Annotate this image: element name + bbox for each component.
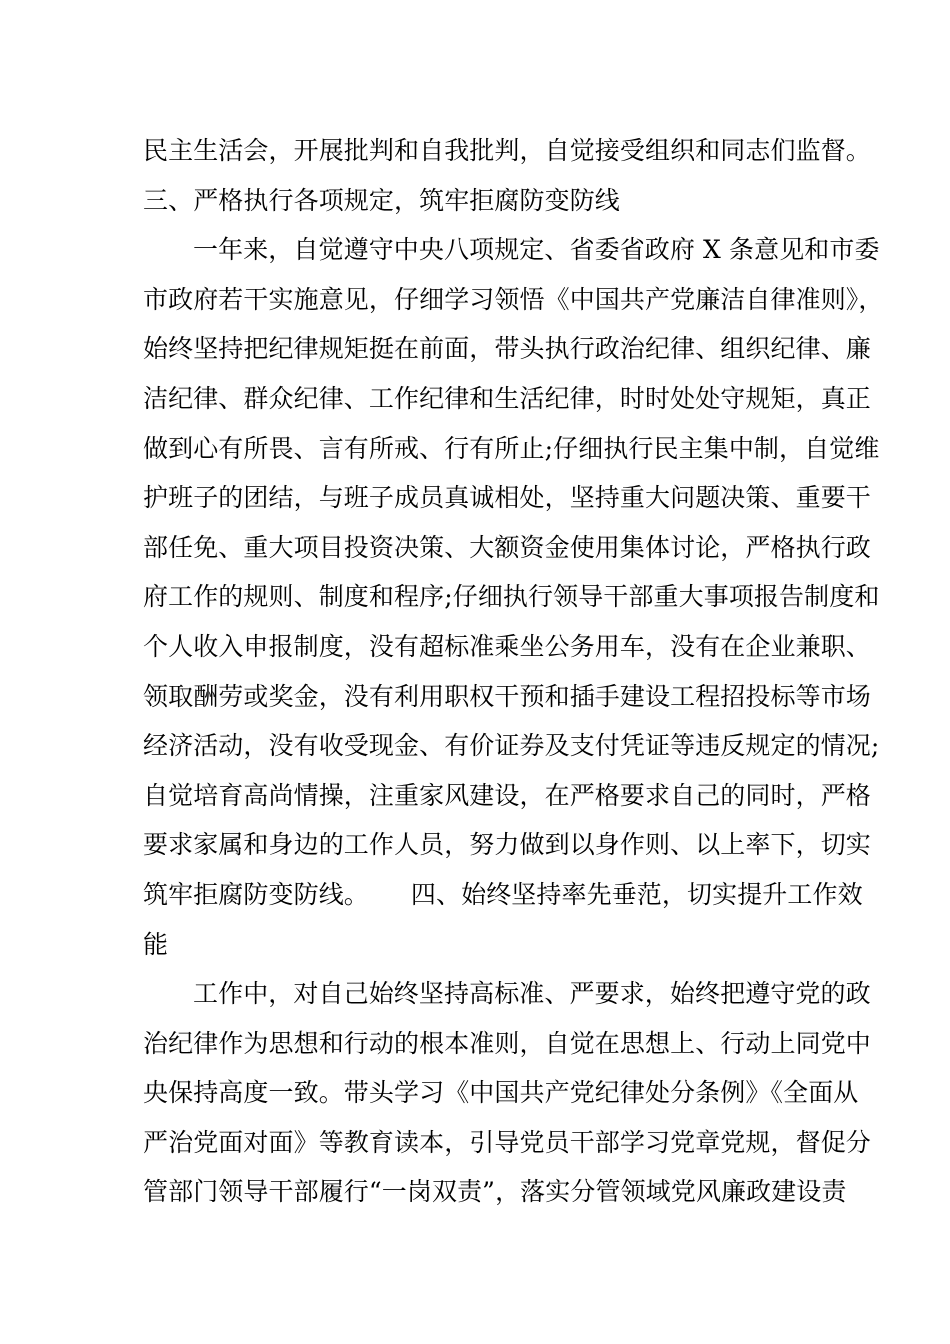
text-line: 自觉培育高尚情操，注重家风建设，在严格要求自己的同时，严格 [143, 780, 871, 810]
text-line: 护班子的团结，与班子成员真诚相处，坚持重大问题决策、重要干 [143, 483, 871, 513]
text-line: 个人收入申报制度，没有超标准乘坐公务用车，没有在企业兼职、 [143, 631, 871, 661]
text-line: 一年来，自觉遵守中央八项规定、省委省政府 X 条意见和市委 [193, 235, 880, 265]
text-line: 能 [143, 929, 169, 959]
body-text [143, 126, 884, 1217]
text-line: 治纪律作为思想和行动的根本准则，自觉在思想上、行动上同党中 [143, 1028, 871, 1058]
text-line: 部任免、重大项目投资决策、大额资金使用集体讨论，严格执行政 [143, 532, 871, 562]
text-line: 府工作的规则、制度和程序;仔细执行领导干部重大事项报告制度和 [143, 582, 880, 612]
text-line: 管部门领导干部履行“一岗双责”，落实分管领域党风廉政建设责 [143, 1177, 847, 1207]
text-line: 做到心有所畏、言有所戒、行有所止;仔细执行民主集中制，自觉维 [143, 433, 880, 463]
text-line: 工作中，对自己始终坚持高标准、严要求，始终把遵守党的政 [193, 979, 871, 1009]
text-fragment: 筑牢拒腐防变防线。 [143, 879, 369, 909]
text-line: 市政府若干实施意见，仔细学习领悟《中国共产党廉洁自律准则》， [143, 284, 884, 314]
text-line: 民主生活会，开展批判和自我批判，自觉接受组织和同志们监督。 [143, 136, 871, 165]
text-line-with-heading [143, 870, 863, 920]
text-line: 央保持高度一致。带头学习《中国共产党纪律处分条例》《全面从 [143, 1078, 859, 1108]
section-heading-3: 三、严格执行各项规定，筑牢拒腐防变防线 [143, 185, 620, 215]
text-line: 始终坚持把纪律规矩挺在前面，带头执行政治纪律、组织纪律、廉 [143, 334, 871, 364]
text-line: 经济活动，没有收受现金、有价证券及支付凭证等违反规定的情况; [143, 731, 880, 761]
text-line: 严治党面对面》等教育读本，引导党员干部学习党章党规，督促分 [143, 1127, 871, 1157]
text-line: 领取酬劳或奖金，没有利用职权干预和插手建设工程招投标等市场 [143, 681, 871, 711]
text-line: 洁纪律、群众纪律、工作纪律和生活纪律，时时处处守规矩，真正 [143, 383, 871, 413]
section-heading-4: 四、始终坚持率先垂范，切实提升工作效 [410, 879, 863, 909]
text-line: 要求家属和身边的工作人员，努力做到以身作则、以上率下，切实 [143, 830, 871, 860]
